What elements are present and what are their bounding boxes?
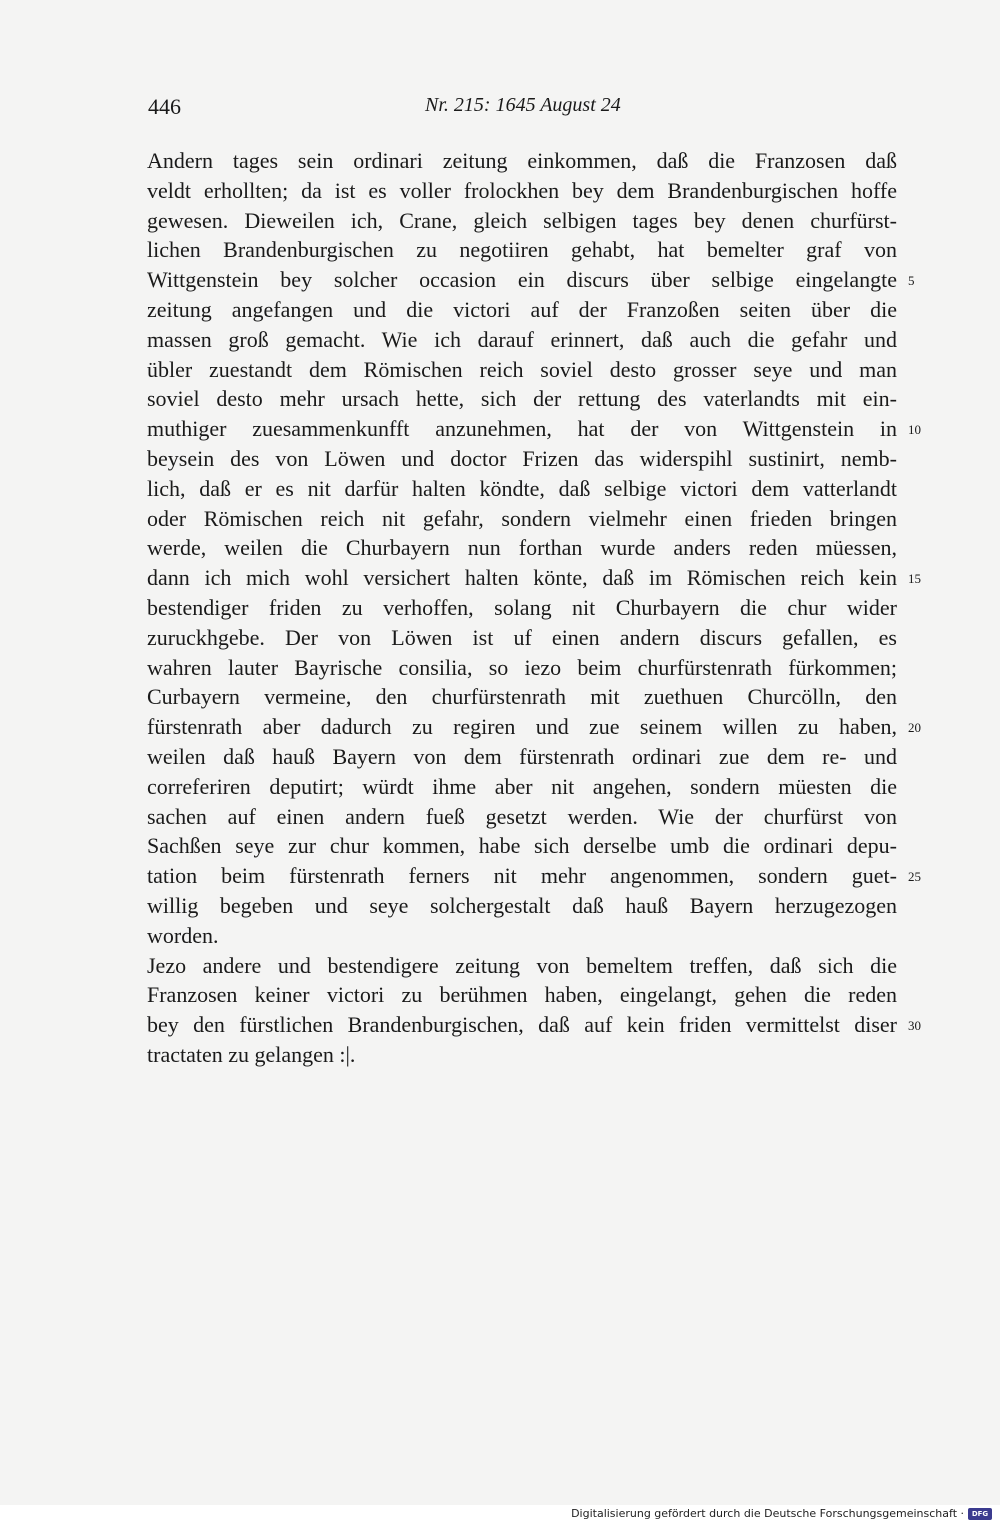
text-line: wahren lauter Bayrische consilia, so iezo beim churfürstenrath fürkommen;: [147, 654, 897, 680]
text-line: lich, daß er es nit darfür halten köndte, daß selbige victori dem vatterlandt: [147, 475, 897, 501]
text-line: willig begeben und seye solchergestalt daß hauß Bayern herzugezogen: [147, 892, 897, 918]
text-line: gewesen. Dieweilen ich, Crane, gleich selbigen tages bey denen churfürst-: [147, 207, 897, 233]
text-line: tation beim fürstenrath ferners nit mehr angenommen, sondern guet-: [147, 863, 897, 889]
funding-credit: Digitalisierung gefördert durch die Deutsche Forschungsgemeinschaft ·: [571, 1507, 964, 1520]
page-number: 446: [148, 94, 181, 119]
text-line: werde, weilen die Churbayern nun forthan wurde anders reden müessen,: [147, 535, 897, 561]
text-line: zeitung angefangen und die victori auf der Franzoßen seiten über die: [147, 296, 897, 322]
text-line: übler zuestandt dem Römischen reich soviel desto grosser seye und man: [147, 356, 897, 382]
text-line: Curbayern vermeine, den churfürstenrath mit zuethuen Churcölln, den: [147, 684, 897, 710]
text-line: dann ich mich wohl versichert halten könte, daß im Römischen reich kein: [147, 565, 897, 591]
text-line: Andern tages sein ordinari zeitung einkommen, daß die Franzosen daß: [147, 148, 897, 173]
text-line: sachen auf einen andern fueß gesetzt werden. Wie der churfürst von: [147, 803, 897, 829]
line-number: 10: [908, 422, 921, 437]
text-line: Wittgenstein bey solcher occasion ein discurs über selbige eingelangte: [147, 267, 897, 293]
text-line: bestendiger friden zu verhoffen, solang nit Churbayern die chur wider: [147, 594, 897, 620]
line-number: 30: [908, 1018, 921, 1033]
line-number: 20: [908, 720, 921, 735]
text-line: fürstenrath aber dadurch zu regiren und zue seinem willen zu haben,: [147, 714, 897, 740]
text-line: oder Römischen reich nit gefahr, sondern vielmehr einen frieden bringen: [147, 505, 897, 531]
text-line: veldt erhollten; da ist es voller frolockhen bey dem Brandenburgischen hoffe: [147, 177, 897, 203]
text-line: correferiren deputirt; würdt ihme aber nit angehen, sondern müesten die: [147, 773, 897, 799]
text-line: Jezo andere und bestendigere zeitung von bemeltem treffen, daß sich die: [147, 952, 897, 978]
text-line: massen groß gemacht. Wie ich darauf erinnert, daß auch die gefahr und: [147, 326, 897, 352]
line-number: 25: [908, 869, 921, 884]
text-line: bey den fürstlichen Brandenburgischen, daß auf kein friden vermittelst diser: [147, 1012, 897, 1038]
line-number: 15: [908, 571, 921, 586]
text-line: lichen Brandenburgischen zu negotiiren gehabt, hat bemelter graf von: [147, 237, 897, 263]
text-line: tractaten zu gelangen :|.: [147, 1041, 356, 1067]
text-line: weilen daß hauß Bayern von dem fürstenrath ordinari zue dem re- und: [147, 743, 897, 769]
page-header: [148, 94, 638, 124]
running-head: Nr. 215: 1645 August 24: [425, 94, 621, 116]
text-line: zuruckhgebe. Der von Löwen ist uf einen andern discurs gefallen, es: [147, 624, 897, 650]
text-line: muthiger zuesammenkunfft anzunehmen, hat der von Wittgenstein in: [147, 416, 897, 442]
footer-bar: [0, 1505, 1000, 1525]
body-text: [147, 146, 897, 1070]
text-line: beysein des von Löwen und doctor Frizen das widerspihl sustinirt, nemb-: [147, 445, 897, 471]
line-number: 5: [908, 273, 915, 288]
text-line: worden.: [147, 922, 219, 948]
text-line: Sachßen seye zur chur kommen, habe sich derselbe umb die ordinari depu-: [147, 833, 897, 859]
text-line: soviel desto mehr ursach hette, sich der rettung des vaterlandts mit ein-: [147, 386, 897, 412]
dfg-logo-icon: DFG: [968, 1508, 992, 1520]
text-line: Franzosen keiner victori zu berühmen haben, eingelangt, gehen die reden: [147, 982, 897, 1008]
